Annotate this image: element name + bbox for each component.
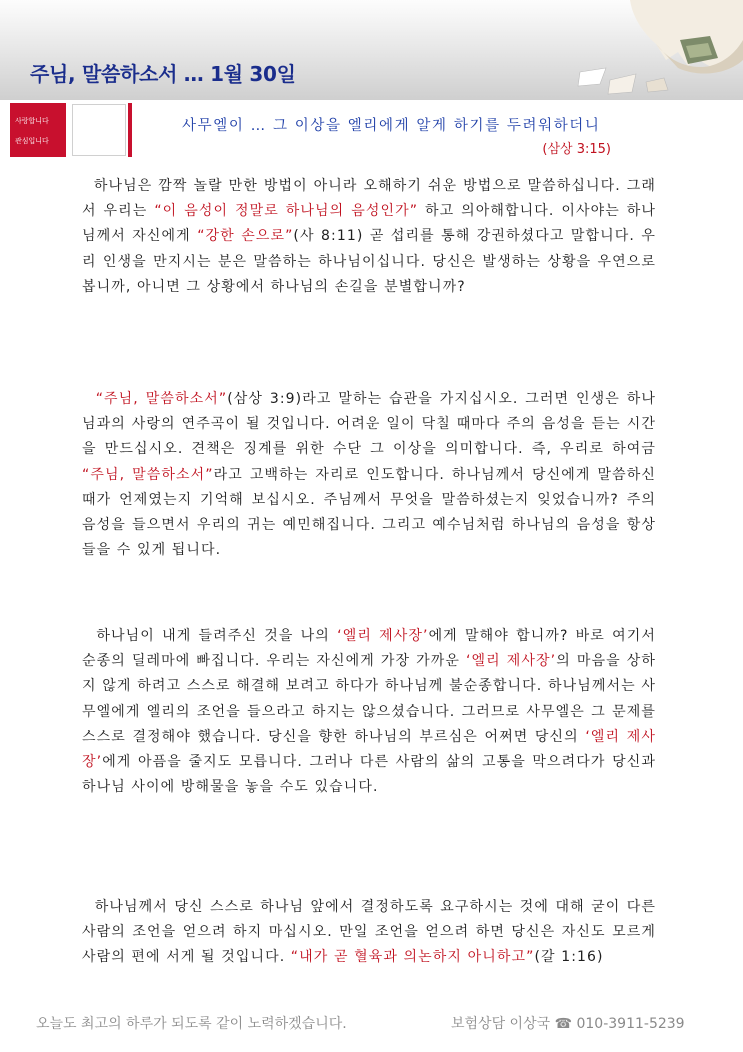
highlight-quote: “내가 곧 혈육과 의논하지 아니하고”: [290, 949, 535, 966]
footer-slogan: 오늘도 최고의 하루가 되도록 같이 노력하겠습니다.: [36, 1016, 347, 1032]
text-run: 하나님이 내게 들려주신 것을 나의: [96, 628, 338, 644]
tag-line-1: 사랑합니다: [15, 117, 49, 125]
highlight-quote: “이 음성이 정말로 하나님의 음성인가”: [154, 203, 419, 220]
tag-line-2: 관심입니다: [15, 137, 49, 145]
contact-label: 보험상담 이상국: [451, 1016, 551, 1032]
highlight-quote: “주님, 말씀하소서”: [82, 466, 214, 483]
footer-contact: [451, 1013, 685, 1033]
text-run: (갈 1:16): [534, 949, 604, 966]
text-run: (삼상 3:9)라고 말하는 습관을 가지십시오. 그러면 인생은 하나님과의 사랑의 연주곡이 될 것입니다. 어려운 일이 닥칠 때마다 주의 음성을 듣는 시간을 만드십시오. 견책은 징계를 위한 수단 그 이상을 의미합니다. 즉, 우리로 하여금: [82, 391, 656, 458]
telephone-icon: ☎: [554, 1016, 573, 1032]
page-footer: [0, 1007, 743, 1037]
photo-placeholder: [72, 104, 126, 156]
text-run: 하나님은 깜짝 놀랄 만한 방법이 아니라 오해하기 쉬운 방법으로 말씀하십니다. 그래서 우리는: [82, 178, 656, 220]
divider-bar: [128, 103, 132, 157]
highlight-term: ‘엘리 제사장’: [465, 653, 557, 670]
highlight-quote: “강한 손으로”: [197, 228, 294, 245]
paragraph-3: [82, 624, 656, 800]
text-run: 하고 의아해합니다. 이사야는 하나님께서 자신에게: [82, 203, 656, 245]
text-run: 라고 고백하는 자리로 인도합니다. 하나님께서 당신에게 말씀하신 때가 언제였는지 기억해 보십시오. 주님께서 무엇을 말씀하셨는지 잊었습니까? 주의 음성을 들으면서 우리의 귀는 예민해집니다. 그리고 예수님처럼 하나님의 음성을 항상 들을 수 있게 됩니다.: [82, 466, 656, 559]
tag-bar: [10, 103, 66, 157]
phone-number: 010-3911-5239: [576, 1016, 685, 1032]
highlight-quote: “주님, 말씀하소서”: [95, 391, 228, 407]
paragraph-2: [82, 387, 656, 563]
cracked-egg-icon: [560, 0, 743, 100]
text-run: 하나님께서 당신 스스로 하나님 앞에서 결정하도록 요구하시는 것에 대해 굳이 다른 사람의 조언을 얻으려 하지 마십시오. 만일 조언을 얻으려 하면 당신은 자신도 모르게 사람의 편에 서게 될 것입니다.: [82, 899, 656, 966]
key-verse-reference: (삼상 3:15): [542, 142, 611, 157]
page-header: [0, 0, 743, 100]
key-verse: 사무엘이 … 그 이상을 엘리에게 알게 하기를 두려워하더니: [182, 118, 601, 134]
paragraph-4: [82, 895, 656, 971]
page-title: 주님, 말씀하소서 … 1월 30일: [30, 62, 296, 86]
highlight-term: ‘엘리 제사장’: [337, 628, 429, 644]
highlight-term: ‘엘리 제사장’: [82, 728, 656, 771]
text-run: 에게 말해야 합니까? 바로 여기서 순종의 딜레마에 빠집니다. 우리는 자신에게 가장 가까운: [82, 628, 656, 670]
text-run: 의 마음을 상하지 않게 하려고 스스로 해결해 보려고 하다가 하나님께 불순종합니다. 하나님께서는 사무엘에게 엘리의 조언을 들으라고 하지는 않으셨습니다. 그러므로 사무엘은 그 문제를 스스로 결정해야 했습니다. 당신을 향한 하나님의 부르심은 어쩌면 당신의: [82, 653, 656, 745]
text-run: (사 8:11) 곧 섭리를 통해 강권하셨다고 말합니다. 우리 인생을 만지시는 분은 말씀하는 하나님이십니다. 당신은 발생하는 상황을 우연으로 봅니까, 아니면 그 상황에서 하나님의 손길을 분별합니까?: [82, 228, 656, 295]
text-run: 에게 아픔을 줄지도 모릅니다. 그러나 다른 사람의 삶의 고통을 막으려다가 당신과 하나님 사이에 방해물을 놓을 수도 있습니다.: [82, 754, 656, 796]
paragraph-1: [82, 174, 656, 300]
